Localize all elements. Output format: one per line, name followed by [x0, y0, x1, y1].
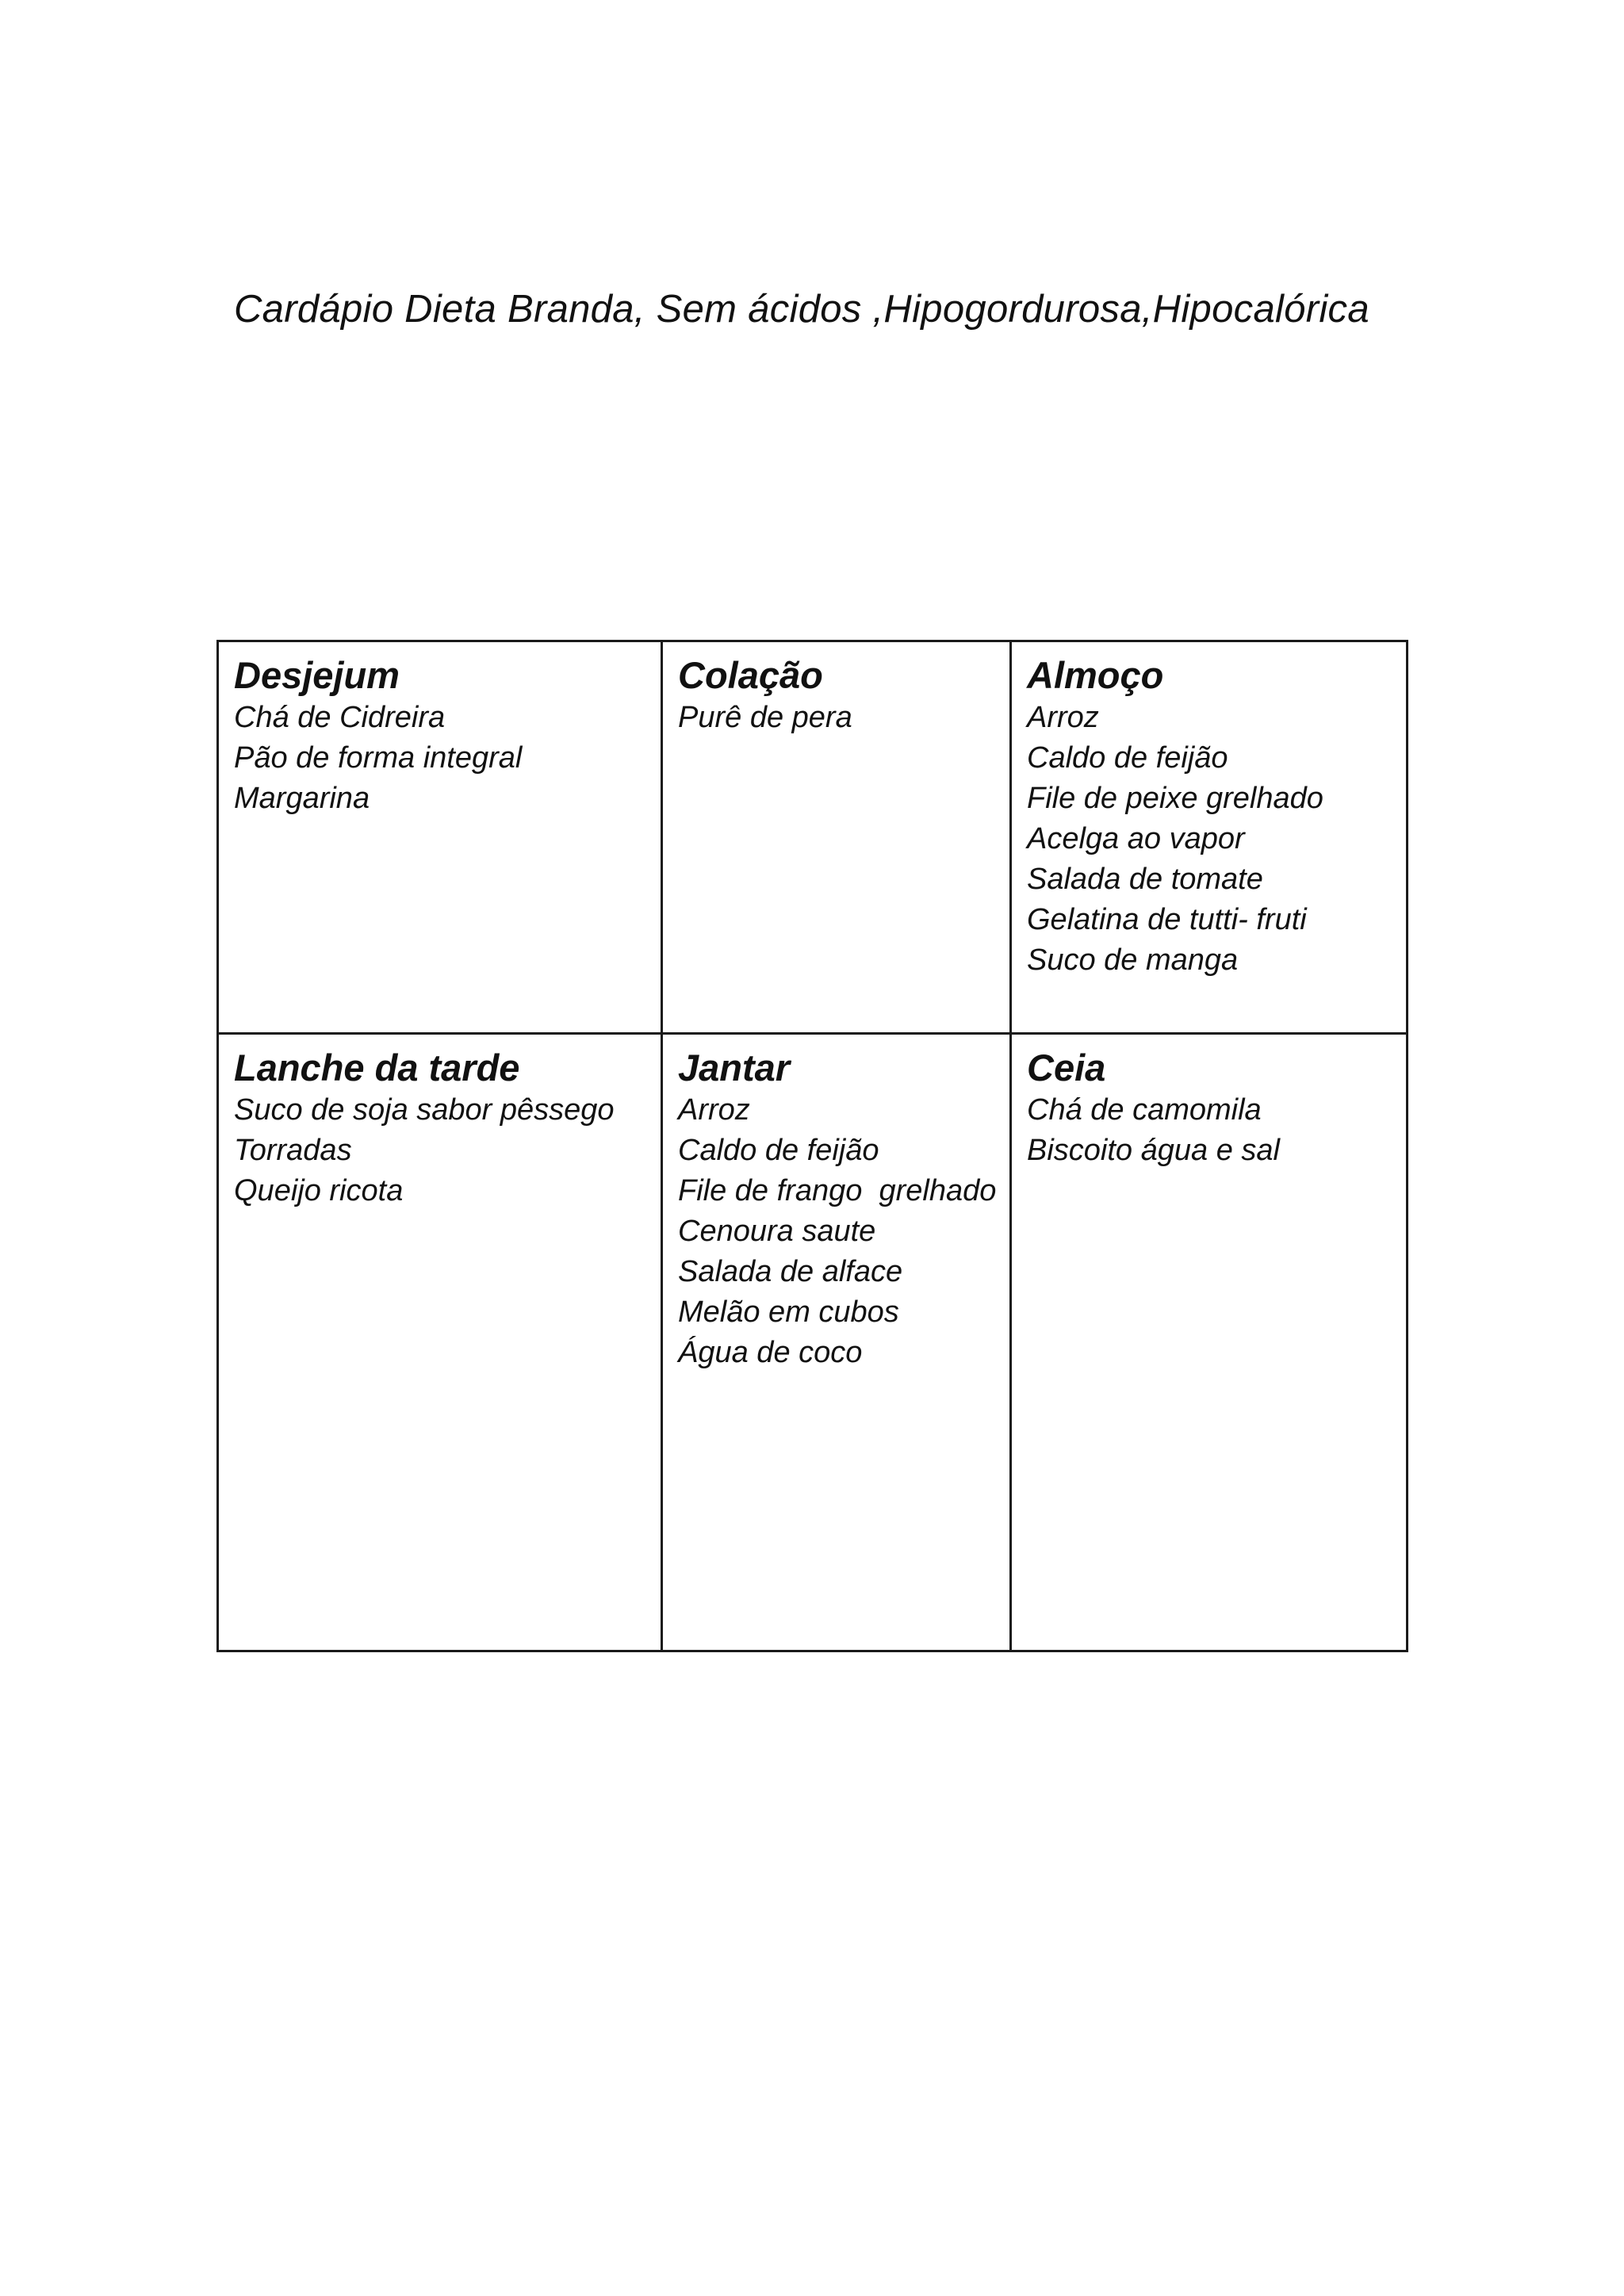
table-row: [218, 641, 1408, 1034]
meal-cell-colacao: [662, 641, 1011, 1034]
meal-cell-jantar: [662, 1034, 1011, 1651]
meal-cell-lanche-da-tarde: [218, 1034, 662, 1651]
meal-item: Chá de camomila: [1027, 1093, 1262, 1127]
meal-item: Chá de Cidreira: [234, 701, 446, 734]
meal-item: Arroz: [1027, 701, 1099, 734]
meal-item: Salada de tomate: [1027, 863, 1263, 896]
meal-heading: Desjejum: [234, 654, 400, 696]
meal-heading: Almoço: [1027, 654, 1164, 696]
meal-item: Queijo ricota: [234, 1174, 404, 1207]
meal-item: File de peixe grelhado: [1027, 782, 1323, 815]
meal-item: Biscoito água e sal: [1027, 1134, 1280, 1167]
meal-item-list: [678, 1090, 995, 1373]
meal-heading: Lanche da tarde: [234, 1047, 520, 1089]
meal-item: File de frango grelhado: [678, 1174, 997, 1207]
meal-cell-ceia: [1011, 1034, 1408, 1651]
meal-item-list: [234, 1090, 646, 1211]
meal-item-list: [1027, 698, 1392, 981]
meal-item-list: [1027, 1090, 1392, 1171]
meal-item: Suco de soja sabor pêssego: [234, 1093, 615, 1127]
meal-item-list: [234, 698, 646, 819]
meal-item: Caldo de feijão: [678, 1134, 879, 1167]
meal-item-list: [678, 698, 995, 738]
document-title: Cardápio Dieta Branda, Sem ácidos ,Hipogordurosa,Hipocalórica: [234, 288, 1369, 331]
meal-item: Cenoura saute: [678, 1215, 876, 1248]
meal-item: Caldo de feijão: [1027, 741, 1228, 775]
meal-item: Acelga ao vapor: [1027, 822, 1245, 855]
meal-item: Purê de pera: [678, 701, 852, 734]
meal-heading: Jantar: [678, 1047, 791, 1089]
meal-item: Margarina: [234, 782, 370, 815]
meal-cell-almoco: [1011, 641, 1408, 1034]
meal-heading: Colação: [678, 654, 823, 696]
meal-item: Salada de alface: [678, 1255, 903, 1288]
table-row: [218, 1034, 1408, 1651]
meal-item: Suco de manga: [1027, 943, 1239, 977]
meal-item: Água de coco: [678, 1336, 863, 1369]
meal-item: Arroz: [678, 1093, 750, 1127]
meal-item: Gelatina de tutti- fruti: [1027, 903, 1307, 936]
meal-cell-desjejum: [218, 641, 662, 1034]
meal-plan-table: [216, 640, 1408, 1652]
meal-heading: Ceia: [1027, 1047, 1106, 1089]
meal-item: Torradas: [234, 1134, 352, 1167]
meal-item: Melão em cubos: [678, 1295, 899, 1329]
meal-item: Pão de forma integral: [234, 741, 523, 775]
